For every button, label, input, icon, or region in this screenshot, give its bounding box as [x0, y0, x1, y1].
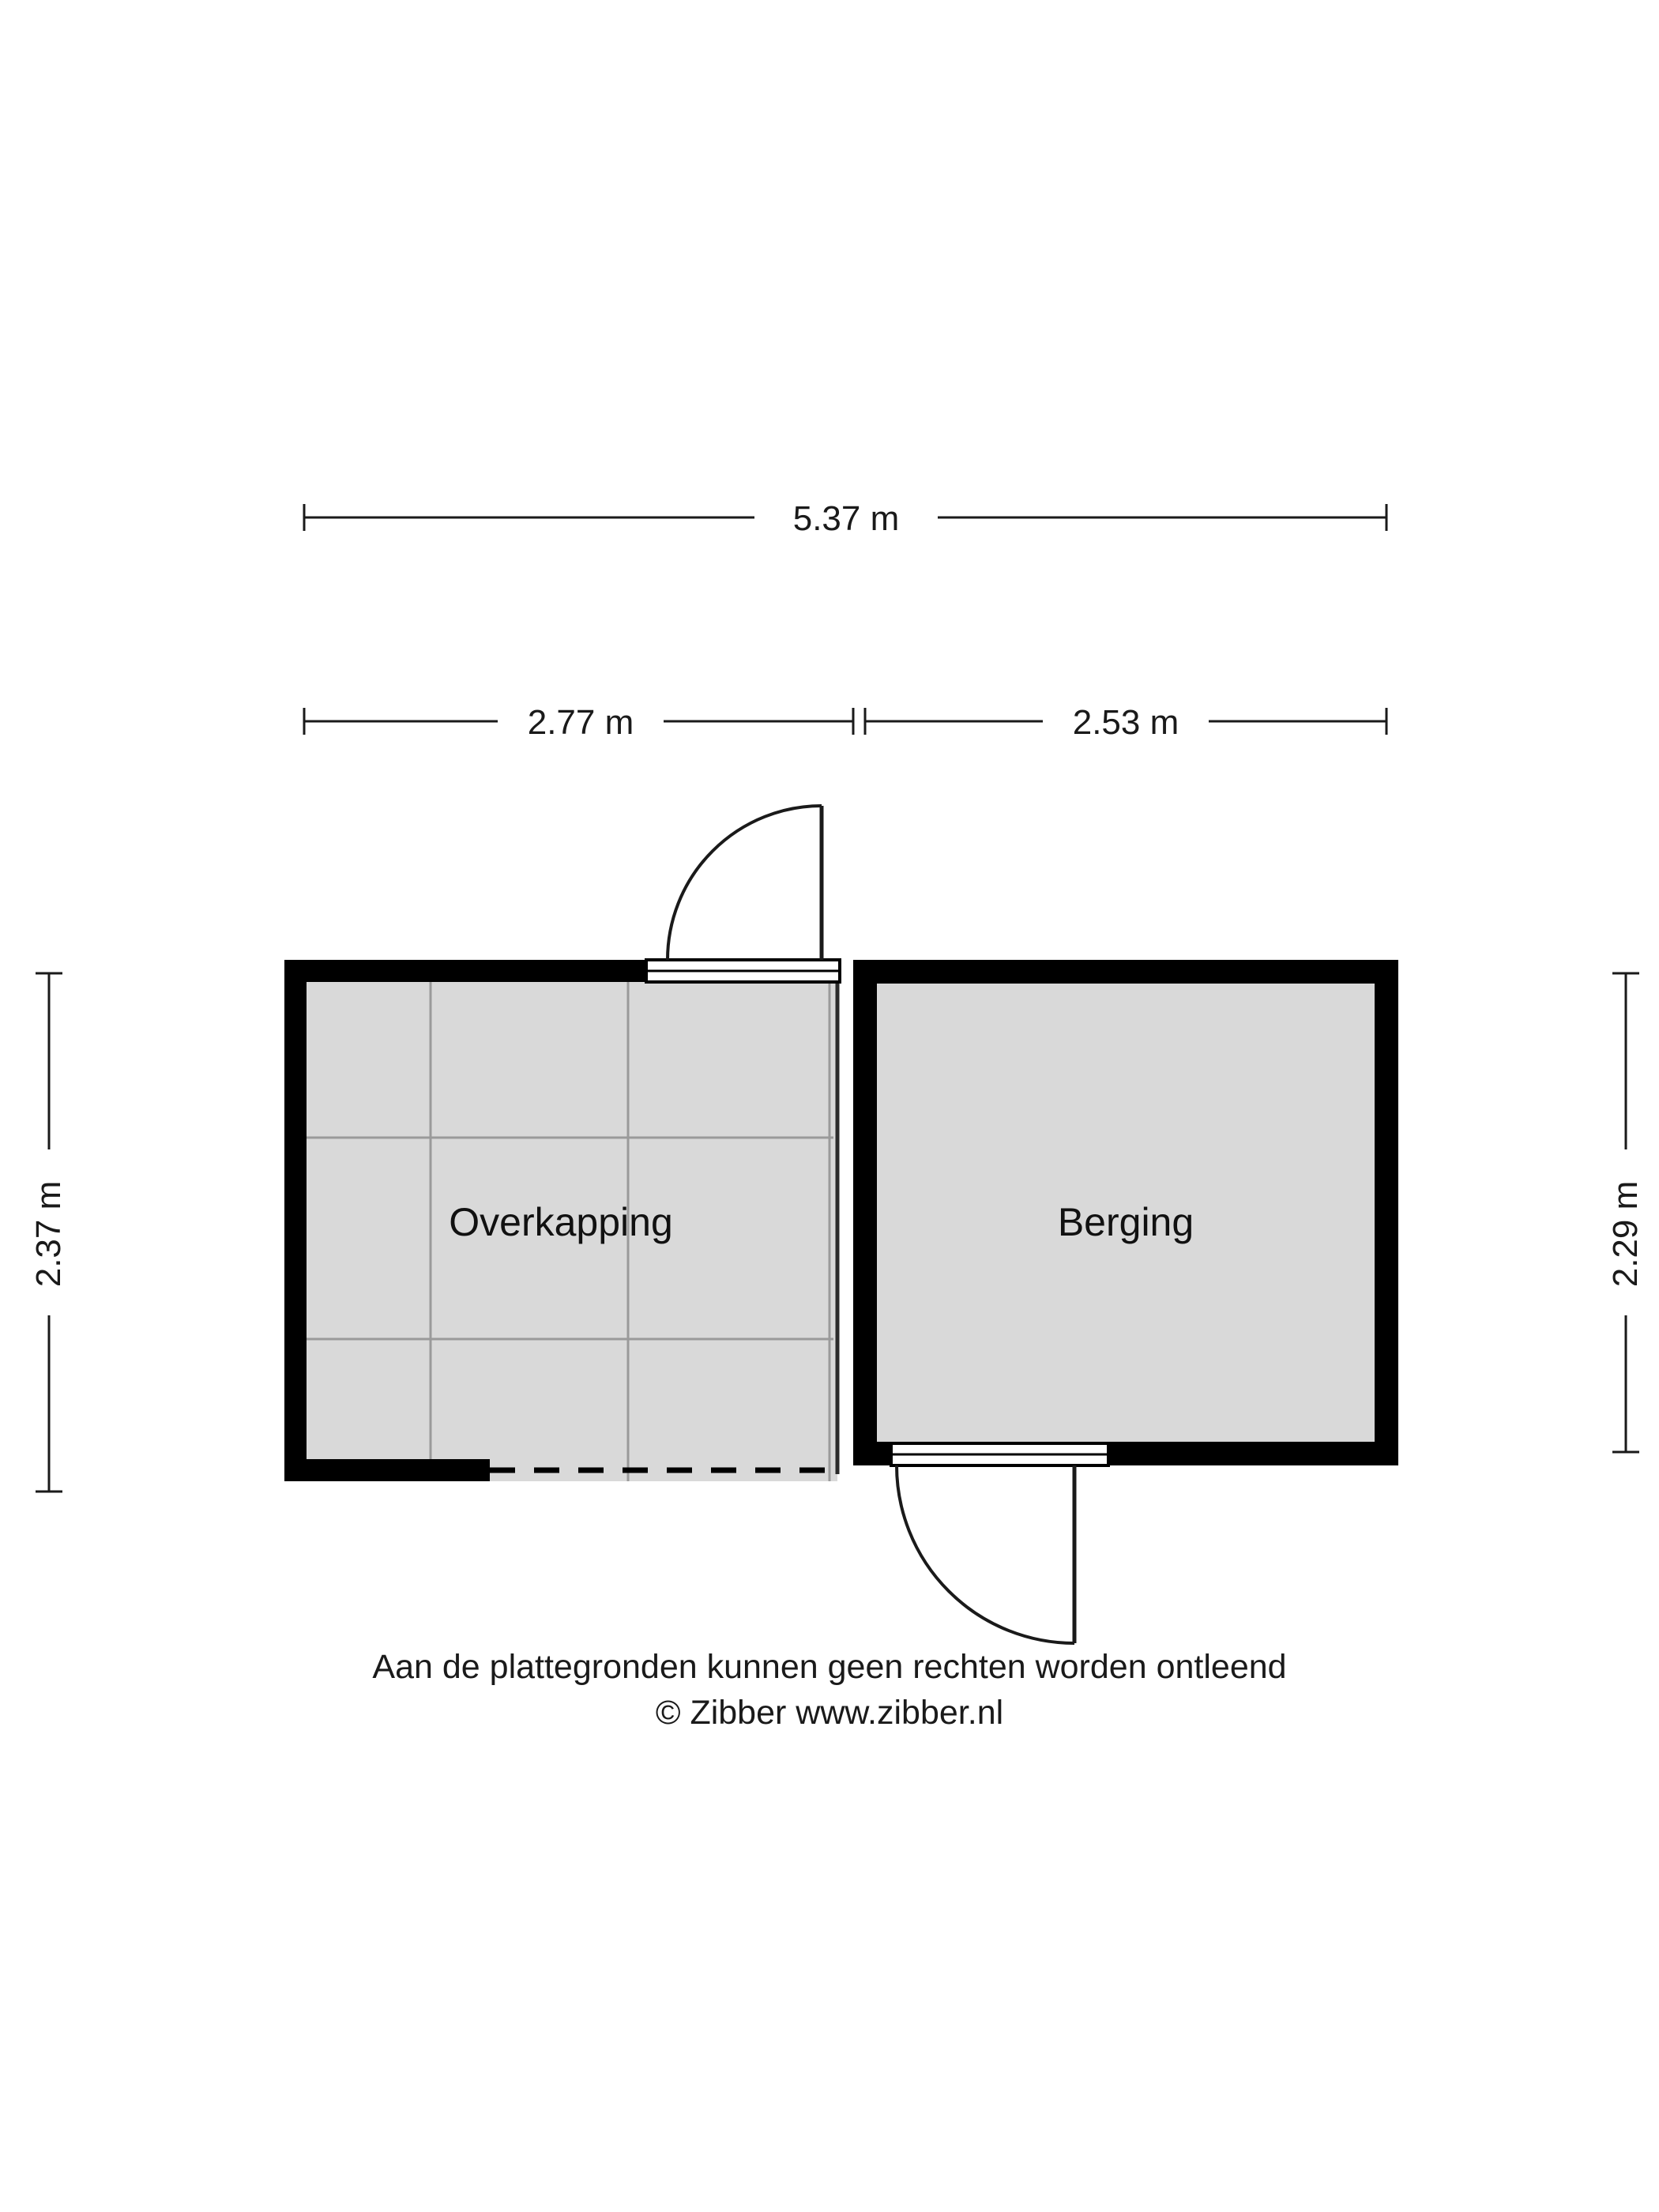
door-overkapping-top	[646, 806, 840, 982]
dimension-right-width-label: 2.53 m	[1072, 703, 1179, 742]
wall-top-left	[284, 960, 656, 982]
dimension-left-width-label: 2.77 m	[527, 703, 634, 742]
dimension-total-width-label: 5.37 m	[792, 499, 900, 538]
wall-left	[284, 960, 307, 1481]
door-berging-bottom	[891, 1443, 1108, 1643]
footer-disclaimer: Aan de plattegronden kunnen geen rechten worden ontleend	[372, 1648, 1287, 1686]
footer-copyright: © Zibber www.zibber.nl	[655, 1694, 1004, 1732]
dimension-left-height-label: 2.37 m	[29, 1180, 68, 1288]
room-label-overkapping: Overkapping	[449, 1200, 673, 1244]
room-label-berging: Berging	[1057, 1200, 1194, 1244]
dimension-right-height-label: 2.29 m	[1606, 1180, 1645, 1288]
wall-bottom-stub	[284, 1459, 490, 1481]
